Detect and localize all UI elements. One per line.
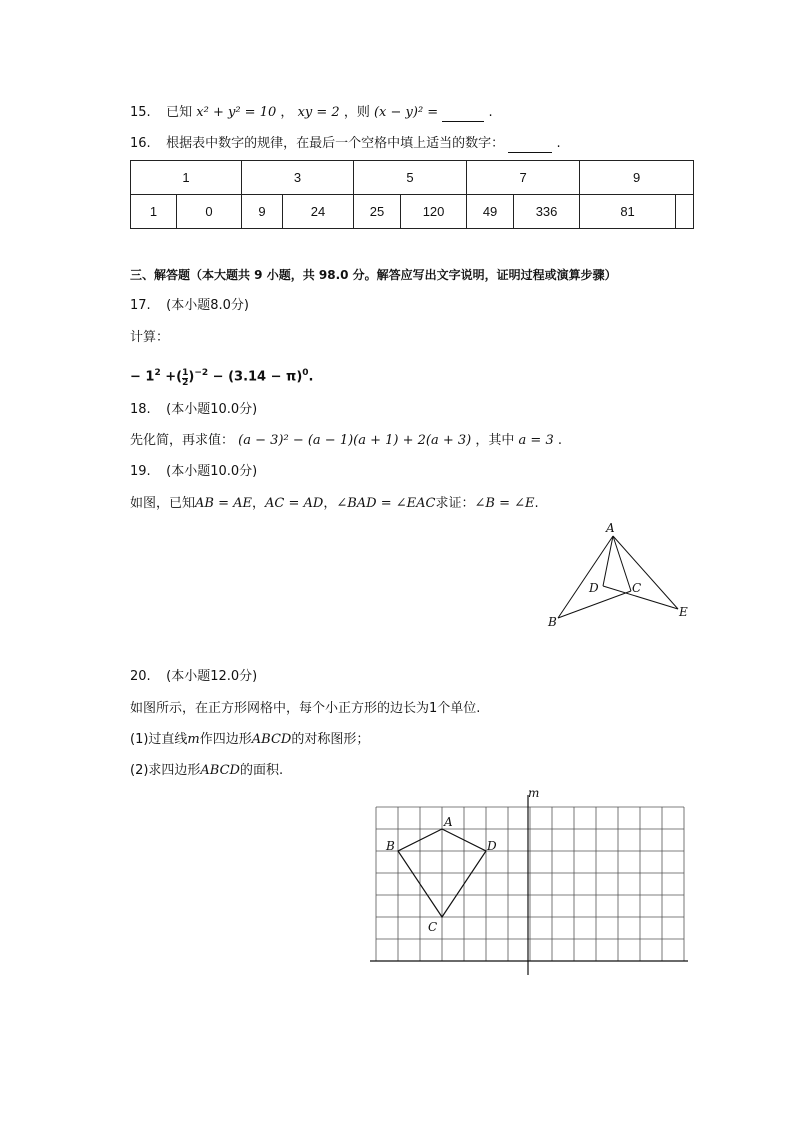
q20-part-2 [130, 762, 283, 780]
q20-part2-a: (2)求四边形 [130, 763, 201, 778]
table-cell: 9 [242, 195, 283, 229]
q19-conclusion: ∠B = ∠E [474, 496, 535, 511]
label-e: E [679, 605, 688, 619]
segment-ac [613, 536, 631, 591]
q18-body [130, 432, 562, 450]
q17-exponent-a: 2 [154, 368, 161, 378]
q19-condition-2: AC = AD [265, 496, 324, 511]
table-header-cell: 5 [354, 161, 467, 195]
q17-end: . [308, 369, 314, 385]
question-score: (本小题12.0分) [166, 669, 258, 684]
q19-condition-1: AB = AE [195, 496, 252, 511]
question-number: 16. [130, 136, 151, 151]
q18-expression: (a − 3)² − (a − 1)(a + 1) + 2(a + 3) [238, 433, 472, 448]
question-18-header [130, 401, 257, 419]
q18-mid: ，其中 [475, 433, 515, 448]
q17-term-c: − (3.14 − π) [208, 369, 303, 385]
q15-separator: ， [280, 105, 294, 120]
q20-shape-name: ABCD [200, 763, 240, 778]
question-19-header [130, 463, 257, 481]
q18-text: 先化简，再求值： [130, 433, 235, 448]
q16-end: . [556, 136, 561, 151]
table-cell: 25 [354, 195, 401, 229]
q15-end: . [488, 105, 493, 120]
q20-line-name: m [187, 732, 200, 747]
answer-blank[interactable] [508, 138, 552, 153]
question-16 [130, 135, 561, 153]
table-cell: 1 [131, 195, 177, 229]
number-pattern-table [130, 160, 694, 229]
q20-part2-b: 的面积. [239, 763, 284, 778]
q17-expression [130, 364, 314, 388]
label-d: D [487, 839, 497, 853]
q19-separator: ， [323, 496, 337, 511]
table-cell-blank[interactable] [676, 195, 694, 229]
q20-shape-name: ABCD [251, 732, 292, 747]
fraction-denominator: 2 [182, 378, 189, 389]
q16-text: 根据表中数字的规律，在最后一个空格中填上适当的数字： [166, 136, 505, 151]
triangle-figure [540, 518, 700, 633]
table-cell: 49 [467, 195, 514, 229]
question-score: (本小题10.0分) [166, 464, 258, 479]
table-header-row [131, 161, 694, 195]
label-a: A [444, 815, 453, 829]
question-number: 17. [130, 298, 151, 313]
fraction-numerator: 1 [182, 368, 189, 379]
label-c: C [428, 920, 438, 934]
label-m: m [528, 786, 540, 800]
section-title: 三、解答题（本大题共 9 小题，共 98.0 分。解答应写出文字说明，证明过程或演算步骤） [130, 268, 617, 282]
q20-part1-b: 作四边形 [199, 732, 252, 747]
q17-plus: +( [160, 369, 183, 385]
q20-intro [130, 700, 480, 718]
question-15 [130, 104, 493, 122]
label-b: B [548, 615, 557, 629]
q17-exponent-c: 0 [302, 368, 309, 378]
table-header-cell: 7 [467, 161, 580, 195]
q20-unit-number: 1 [429, 701, 438, 716]
q17-term-a: − 1 [130, 369, 155, 385]
table-cell: 81 [580, 195, 676, 229]
q15-condition-1: x² + y² = 10 [196, 105, 277, 120]
q20-part1-c: 的对称图形； [291, 732, 370, 747]
q18-condition: a = 3 [518, 433, 554, 448]
table-cell: 0 [177, 195, 242, 229]
question-number: 15. [130, 105, 151, 120]
q20-part1-a: (1)过直线 [130, 732, 188, 747]
table-header-cell: 1 [131, 161, 242, 195]
q15-then: ，则 [343, 105, 370, 120]
table-cell: 120 [401, 195, 467, 229]
q17-exponent-b: −2 [194, 368, 209, 378]
q15-prefix: 已知 [166, 105, 193, 120]
segment-ae [613, 536, 678, 609]
q19-text: 如图，已知 [130, 496, 196, 511]
q19-condition-3: ∠BAD = ∠EAC [336, 496, 436, 511]
segment-bc [558, 591, 631, 618]
square-grid-figure [370, 785, 690, 980]
question-20-header [130, 668, 257, 686]
q17-close: ) [188, 369, 195, 385]
q19-separator: ， [252, 496, 266, 511]
q19-prove: 求证： [435, 496, 475, 511]
q19-body [130, 495, 539, 513]
q20-intro-text: 如图所示，在正方形网格中，每个小正方形的边长为 [130, 701, 430, 716]
table-cell: 24 [283, 195, 354, 229]
q20-intro-end: 个单位. [437, 701, 481, 716]
label-c: C [632, 581, 642, 595]
q17-instruction: 计算： [130, 330, 170, 345]
table-row [131, 195, 694, 229]
question-score: (本小题10.0分) [166, 402, 258, 417]
answer-blank[interactable] [442, 107, 484, 122]
label-d: D [589, 581, 599, 595]
question-number: 18. [130, 402, 151, 417]
q15-condition-2: xy = 2 [297, 105, 340, 120]
question-number: 19. [130, 464, 151, 479]
q20-part-1 [130, 731, 369, 749]
table-cell: 336 [514, 195, 580, 229]
label-b: B [386, 839, 395, 853]
question-17-header [130, 297, 249, 315]
table-header-cell: 9 [580, 161, 694, 195]
q15-expression: (x − y)² = [373, 105, 439, 120]
question-number: 20. [130, 669, 151, 684]
label-a: A [606, 521, 615, 535]
q19-end: . [534, 496, 539, 511]
question-score: (本小题8.0分) [166, 298, 249, 313]
q18-end: . [557, 433, 563, 448]
table-header-cell: 3 [242, 161, 354, 195]
